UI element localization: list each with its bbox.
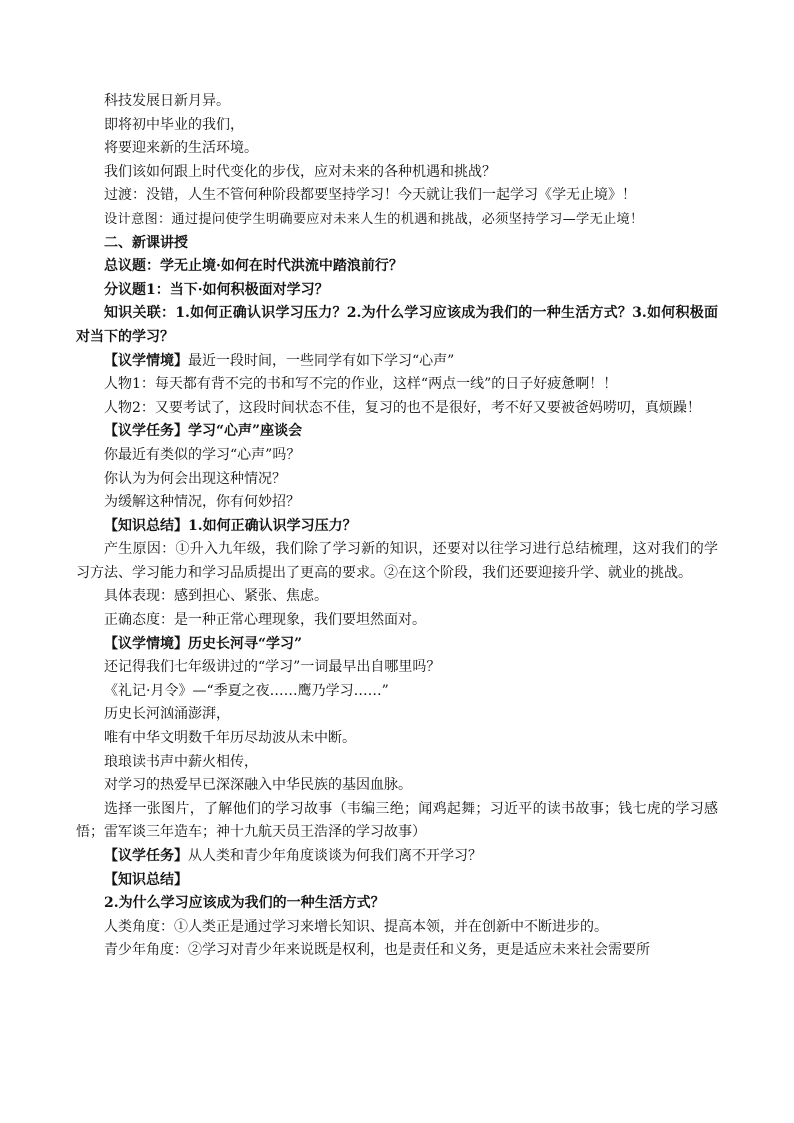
design-intent: 设计意图：通过提问使学生明确要应对未来人生的机遇和挑战，必须坚持学习—学无止境！ xyxy=(104,211,644,227)
text-line: 具体表现：感到担心、紧张、焦虑。 xyxy=(104,588,328,605)
text-line: 唯有中华文明数千年历尽劫波从未中断。 xyxy=(104,730,356,747)
scenario-line xyxy=(76,350,718,374)
main-topic: 总议题：学无止境·如何在时代洪流中踏浪前行？ xyxy=(104,258,403,275)
text-line: 你最近有类似的学习“心声”吗？ xyxy=(104,446,301,463)
text-line: 历史长河汹涌澎湃， xyxy=(104,706,230,723)
text-line: 产生原因：①升入九年级，我们除了学习新的知识，还要对以往学习进行总结梳理，这对我们的学习方法、学习能力和学习品质提出了更高的要求。②在这个阶段，我们还要迎接升学、就业的挑战。 xyxy=(76,541,718,581)
task-heading: 【议学任务】学习“心声”座谈会 xyxy=(104,423,303,440)
text-line: 正确态度：是一种正常心理现象，我们要坦然面对。 xyxy=(104,612,426,629)
text-line: 对学习的热爱早已深深融入中华民族的基因血脉。 xyxy=(104,777,412,794)
transition-line: 过渡：没错，人生不管何种阶段都要坚持学习！今天就让我们一起学习《学无止境》！ xyxy=(104,187,636,204)
text-line: 选择一张图片，了解他们的学习故事（韦编三绝；闻鸡起舞；习近平的读书故事；钱七虎的学习感悟；雷军谈三年造车；神十九航天员王浩泽的学习故事） xyxy=(76,800,718,841)
task-line xyxy=(76,845,718,869)
scenario-heading: 【议学情境】历史长河寻“学习” xyxy=(104,635,303,652)
text-line: 人物2：又要考试了，这段时间状态不佳，复习的也不是很好，考不好又要被爸妈唠叨，真烦躁！ xyxy=(104,399,701,416)
text-line: 将要迎来新的生活环境。 xyxy=(104,140,258,157)
text-line: 为缓解这种情况，你有何妙招？ xyxy=(104,494,300,511)
summary-heading: 【知识总结】 xyxy=(104,871,188,888)
sub-topic: 分议题1：当下·如何积极面对学习？ xyxy=(104,281,329,298)
document-page xyxy=(76,90,718,963)
text-line: 你认为为何会出现这种情况？ xyxy=(104,470,286,487)
summary-heading: 【知识总结】1.如何正确认识学习压力？ xyxy=(104,517,357,534)
task-rest: 从人类和青少年角度谈谈为何我们离不开学习？ xyxy=(188,848,482,864)
task-lead: 【议学任务】 xyxy=(104,848,188,864)
text-line: 青少年角度：②学习对青少年来说既是权利，也是责任和义务，更是适应未来社会需要所 xyxy=(104,942,650,959)
summary-question: 2.为什么学习应该成为我们的一种生活方式？ xyxy=(104,895,385,912)
text-line: 还记得我们七年级讲过的“学习”一词最早出自哪里吗？ xyxy=(104,659,441,676)
section-heading: 二、新课讲授 xyxy=(104,234,188,251)
text-line: 人类角度：①人类正是通过学习来增长知识、提高本领，并在创新中不断进步的。 xyxy=(104,918,608,935)
text-line: 人物1：每天都有背不完的书和写不完的作业，这样“两点一线”的日子好疲惫啊！！ xyxy=(104,376,618,393)
text-line: 《礼记·月令》—“季夏之夜……鹰乃学习……” xyxy=(104,682,389,699)
scenario-rest: 最近一段时间，一些同学有如下学习“心声” xyxy=(188,352,455,369)
text-line: 科技发展日新月异。 xyxy=(104,93,230,109)
knowledge-link: 知识关联：1.如何正确认识学习压力？2.为什么学习应该成为我们的一种生活方式？3.如何积极面对当下的学习？ xyxy=(76,305,718,345)
text-line: 琅琅读书声中薪火相传， xyxy=(104,753,258,770)
text-line: 我们该如何跟上时代变化的步伐，应对未来的各种机遇和挑战？ xyxy=(104,163,496,180)
scenario-lead: 【议学情境】 xyxy=(104,352,188,369)
text-line: 即将初中毕业的我们， xyxy=(104,116,244,133)
